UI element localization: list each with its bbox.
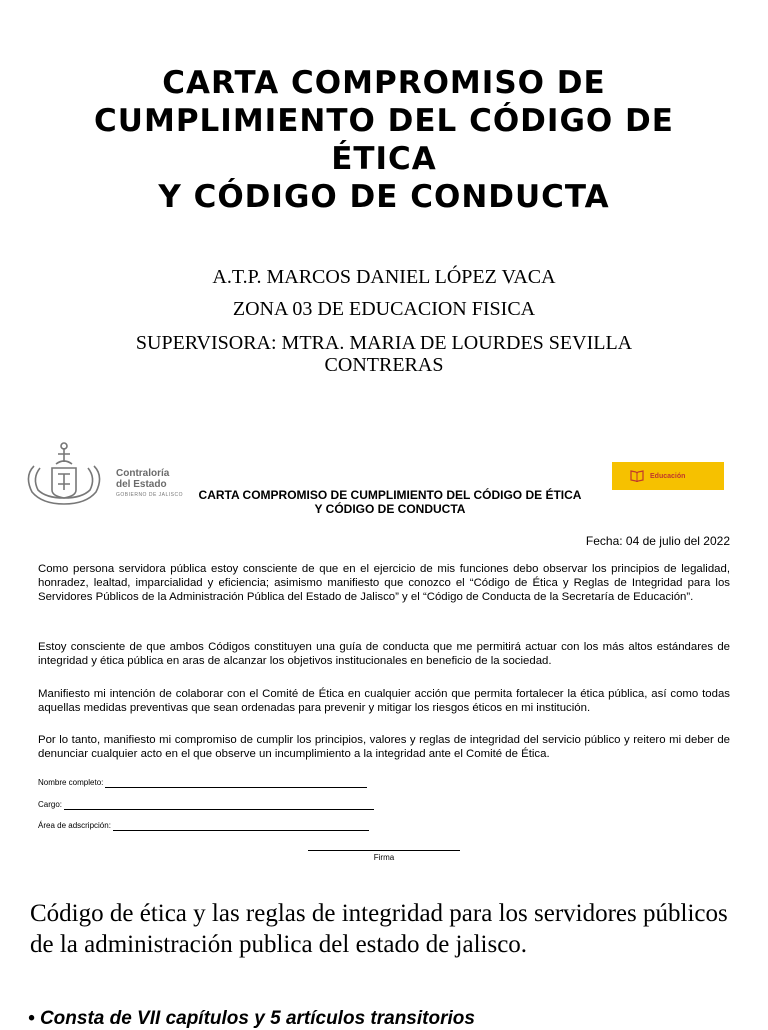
logo-line-3: GOBIERNO DE JALISCO (116, 492, 184, 498)
subtitle-supervisor: SUPERVISORA: MTRA. MARIA DE LOURDES SEVILLA CONTRERAS (135, 332, 633, 376)
educacion-logo (612, 462, 724, 490)
area-label: Área de adscripción: (38, 821, 111, 830)
subtitle-zone: ZONA 03 DE EDUCACION FISICA (232, 298, 536, 320)
paragraph-2: Estoy consciente de que ambos Códigos constituyen una guía de conducta que me permitirá actuar con los más altos estándares de integridad y ética pública en aras de alcanzar los objetivos institucionales en beneficio de la sociedad. (38, 641, 730, 668)
cargo-field[interactable] (38, 800, 374, 810)
embedded-document (20, 432, 748, 872)
state-crest-icon (24, 438, 104, 508)
title-line-3: ÉTICA (331, 141, 437, 177)
title-line-2: CUMPLIMIENTO DEL CÓDIGO DE (94, 103, 674, 139)
paragraph-3: Manifiesto mi intención de colaborar con el Comité de Ética en cualquier acción que permita fortalecer la ética pública, así como todas aquellas medidas preventivas que sean ordenadas para prevenir y mitigar los riesgos éticos en mi institución. (38, 688, 730, 715)
area-field[interactable] (38, 821, 369, 831)
paragraph-4: Por lo tanto, manifiesto mi compromiso de cumplir los principios, valores y reglas de integridad del servicio público y reitero mi deber de denunciar cualquier acto en el que observe un incumplimiento a la integridad ante el Comité de Ética. (38, 734, 730, 761)
nombre-label: Nombre completo: (38, 778, 104, 787)
signature-label: Firma (373, 853, 395, 862)
logo-line-2: del Estado (116, 479, 167, 490)
cargo-label: Cargo: (38, 800, 63, 809)
document-title (100, 488, 680, 516)
document-title-line-2: Y CÓDIGO DE CONDUCTA (314, 502, 466, 516)
title-line-1: CARTA COMPROMISO DE (162, 65, 606, 101)
page-title (40, 64, 728, 216)
nombre-field[interactable] (38, 778, 367, 788)
educacion-label: Educación (650, 472, 686, 480)
logo-line-1: Contraloría (116, 468, 170, 479)
nombre-line[interactable] (105, 780, 367, 788)
paragraph-1: Como persona servidora pública estoy consciente de que en el ejercicio de mis funciones debo observar los principios de legalidad, honradez, lealtad, imparcialidad y eficiencia; asimismo manifiesto que conozco el “Código de Ética y Reglas de Integridad para los Servidores Públicos de la Administración Pública del Estado de Jalisco” y el “Código de Conducta de la Secretaría de Educación”. (38, 563, 730, 604)
lower-description: Código de ética y las reglas de integridad para los servidores públicos de la administración publica del estado de jalisco. (30, 900, 728, 958)
signature-line[interactable] (308, 850, 460, 851)
document-title-line-1: CARTA COMPROMISO DE CUMPLIMIENTO DEL CÓDIGO DE ÉTICA (198, 488, 582, 502)
date-text: Fecha: 04 de julio del 2022 (585, 534, 730, 548)
cargo-line[interactable] (64, 802, 374, 810)
bullet-text: Consta de VII capítulos y 5 artículos transitorios (39, 1008, 475, 1029)
area-line[interactable] (113, 823, 369, 831)
bullet-item: • Consta de VII capítulos y 5 artículos transitorios (28, 1008, 475, 1029)
title-line-4: Y CÓDIGO DE CONDUCTA (158, 179, 610, 215)
subtitle-name: A.T.P. MARCOS DANIEL LÓPEZ VACA (212, 266, 556, 288)
book-icon (630, 470, 644, 482)
